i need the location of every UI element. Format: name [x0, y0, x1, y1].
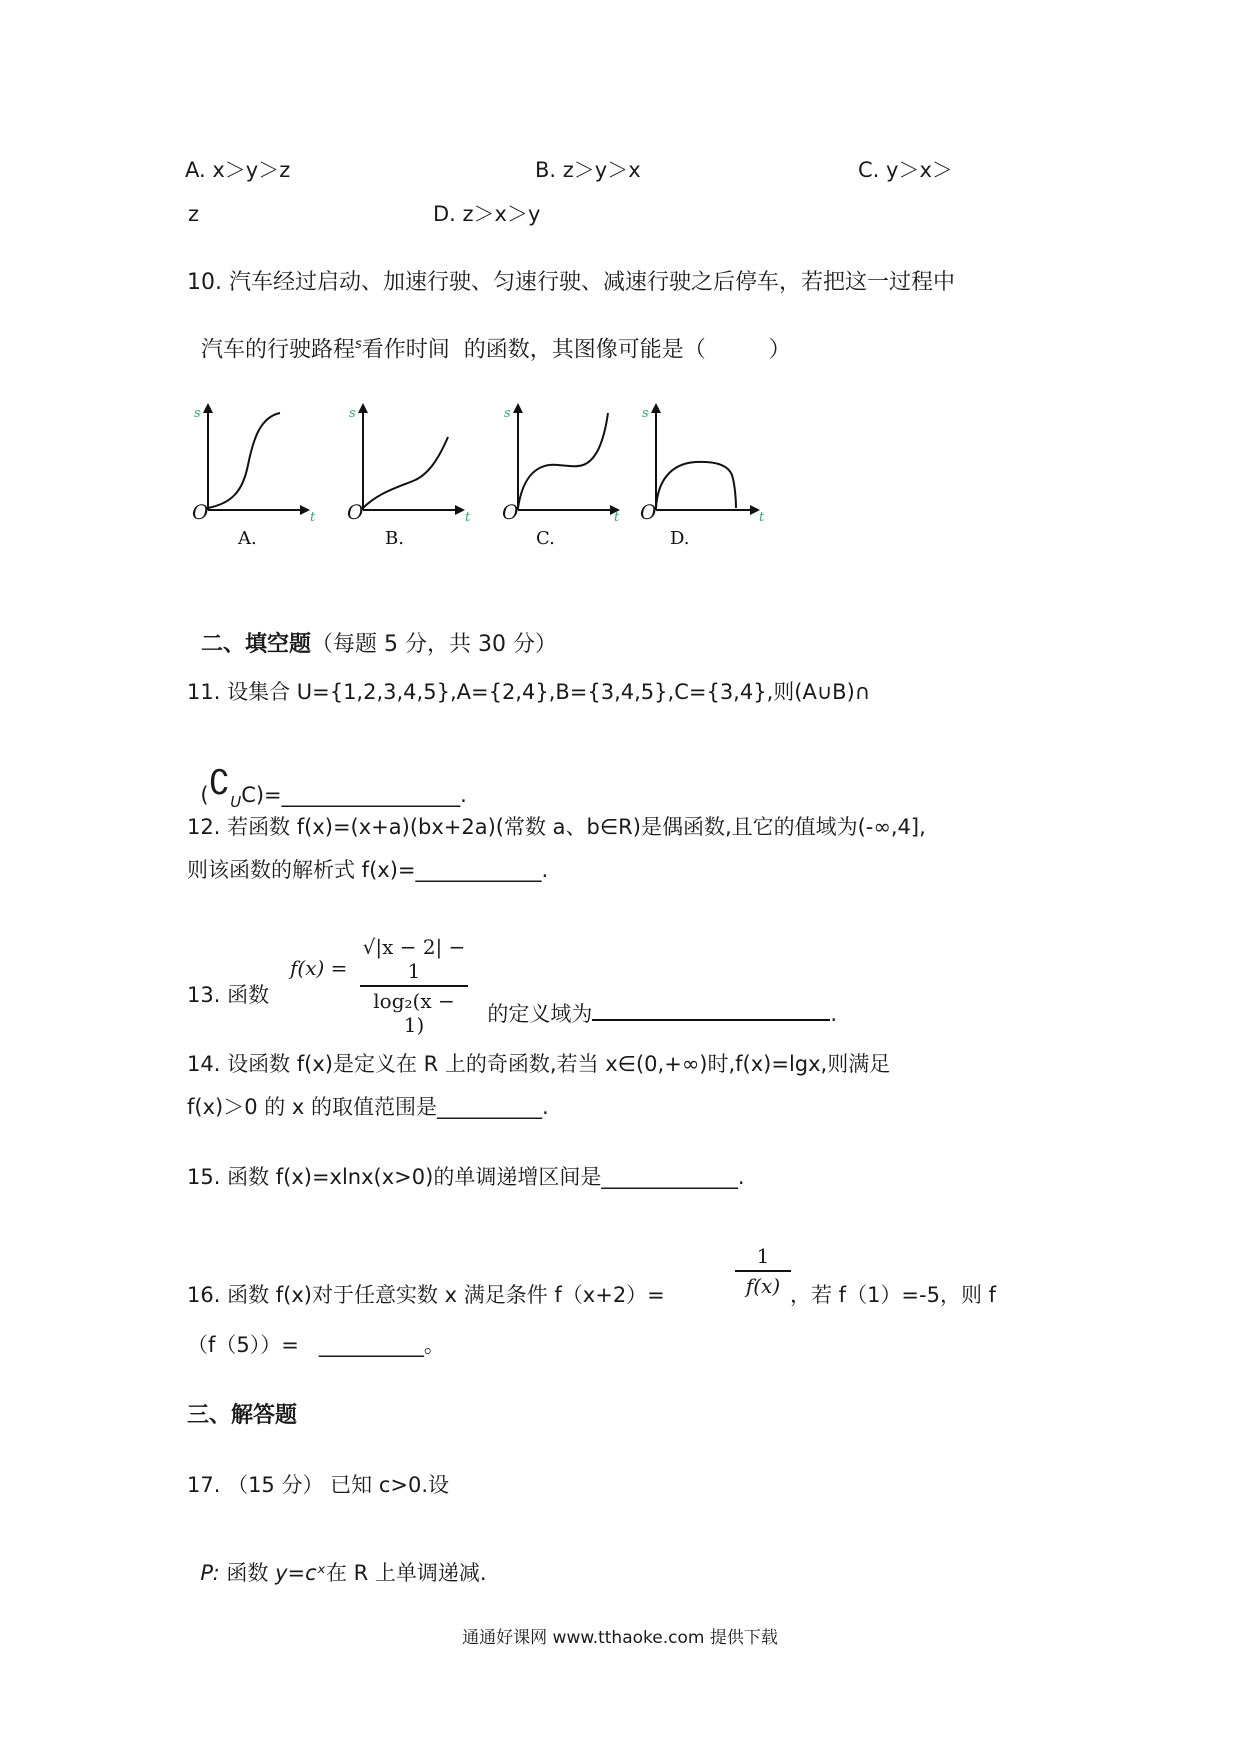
q10-graph-b-origin: O — [347, 500, 364, 524]
q11-complement-symbol: ∁ — [208, 763, 231, 803]
q10-graph-c-label: C. — [536, 528, 555, 549]
q14-line-1: 14. 设函数 f(x)是定义在 R 上的奇函数,若当 x∈(0,+∞)时,f(x)=lgx,则满足 — [187, 1052, 891, 1076]
q10-line-1: 10. 汽车经过启动、加速行驶、匀速行驶、减速行驶之后停车，若把这一过程中 — [187, 270, 955, 295]
q10-graph-a-y-label: s — [194, 406, 201, 421]
q13-numerator: √|x − 2| − 1 — [362, 935, 466, 983]
q10-s-variable: s — [355, 337, 362, 352]
q16-frac-numerator: 1 — [756, 1244, 770, 1268]
q14-line-2: f(x)＞0 的 x 的取值范围是__________. — [187, 1095, 549, 1119]
q9-option-c-wrap: z — [188, 202, 200, 226]
q9-option-a: A. x＞y＞z — [185, 158, 291, 182]
section-2-heading — [187, 612, 557, 656]
q13-fraction-bar — [360, 985, 468, 987]
q10-graph-a — [188, 395, 318, 549]
q13-tail-text: 的定义域为 — [487, 1002, 593, 1026]
q10-graph-a-svg — [188, 395, 318, 549]
q9-option-d: D. z＞x＞y — [433, 202, 541, 226]
q10-graph-c — [498, 395, 628, 549]
q10-graph-d-label: D. — [670, 528, 690, 549]
q13-fraction — [360, 935, 468, 1037]
q10-graph-c-y-label: s — [504, 406, 511, 421]
q10-graph-b-svg — [343, 395, 473, 549]
q17-p-text-a: 函数 — [219, 1561, 276, 1585]
section-2-note: （每题 5 分，共 30 分） — [311, 632, 557, 657]
q10-graph-b-label: B. — [385, 528, 404, 549]
q16-line-2: （f（5））= __________。 — [187, 1333, 445, 1357]
q16-frac-bar — [735, 1270, 791, 1272]
q10-graph-a-origin: O — [192, 500, 209, 524]
q12-line-1: 12. 若函数 f(x)=(x+a)(bx+2a)(常数 a、b∈R)是偶函数,且它的值域为(-∞,4], — [187, 815, 926, 839]
q10-graph-d-origin: O — [640, 500, 657, 524]
q10-graph-a-label: A. — [238, 528, 257, 549]
section-2-title: 二、填空题 — [201, 632, 312, 657]
q15-line: 15. 函数 f(x)=xlnx(x>0)的单调递增区间是_____________. — [187, 1165, 745, 1189]
q16-frac-denominator: f(x) — [745, 1274, 781, 1298]
q17-p-text-b: 在 R 上单调递减. — [325, 1561, 487, 1585]
q13-lead: 13. 函数 — [187, 983, 270, 1007]
q10-graph-d-svg — [636, 395, 776, 549]
q13-fx: f(x) = — [290, 956, 348, 980]
q10-line-2-b: 看作时间 的函数，其图像可能是（ ） — [361, 337, 791, 363]
section-3-heading: 三、解答题 — [187, 1403, 298, 1428]
q10-graph-c-origin: O — [502, 500, 519, 524]
q13-denominator: log₂(x − 1) — [373, 989, 455, 1037]
q10-graph-b-x-label: t — [465, 510, 471, 525]
q10-graph-c-svg — [498, 395, 628, 549]
q10-graph-b-y-label: s — [349, 406, 356, 421]
q16-fraction — [735, 1244, 791, 1298]
q17-p-line — [187, 1542, 487, 1584]
q17-line-1: 17. （15 分） 已知 c>0.设 — [187, 1473, 449, 1497]
q17-p-label: P: — [200, 1561, 220, 1585]
q13-answer-blank[interactable] — [592, 1017, 830, 1021]
q10-graph-d-x-label: t — [759, 510, 765, 525]
q13-end: . — [830, 1002, 838, 1026]
q11-line-1: 11. 设集合 U={1,2,3,4,5},A={2,4},B={3,4,5},C={3,4},则(A∪B)∩ — [187, 680, 871, 704]
q11-line-2-rest: C)=_________________. — [241, 783, 467, 807]
q9-option-b: B. z＞y＞x — [535, 158, 641, 182]
q9-option-c: C. y＞x＞ — [858, 158, 953, 182]
q11-open-paren: ( — [200, 783, 209, 807]
page-footer: 通通好课网 www.tthaoke.com 提供下载 — [462, 1628, 778, 1648]
q10-graph-a-x-label: t — [310, 510, 316, 525]
q11-line-2 — [187, 745, 467, 810]
q11-complement-subscript: U — [230, 793, 242, 812]
q10-graph-c-x-label: t — [614, 510, 620, 525]
q10-line-2-a: 汽车的行驶路程 — [201, 337, 356, 363]
q10-graph-b — [343, 395, 473, 549]
q13-tail — [474, 983, 837, 1025]
q16-line-1-a: 16. 函数 f(x)对于任意实数 x 满足条件 f（x+2）= — [187, 1283, 665, 1307]
q10-graph-d-y-label: s — [642, 406, 649, 421]
q10-line-2 — [187, 316, 791, 361]
q17-p-expression: y=cˣ — [275, 1561, 326, 1585]
q10-graph-d — [636, 395, 776, 549]
q12-line-2: 则该函数的解析式 f(x)=____________. — [187, 858, 549, 882]
q16-line-1-b: ，若 f（1）=-5，则 f — [790, 1283, 997, 1307]
